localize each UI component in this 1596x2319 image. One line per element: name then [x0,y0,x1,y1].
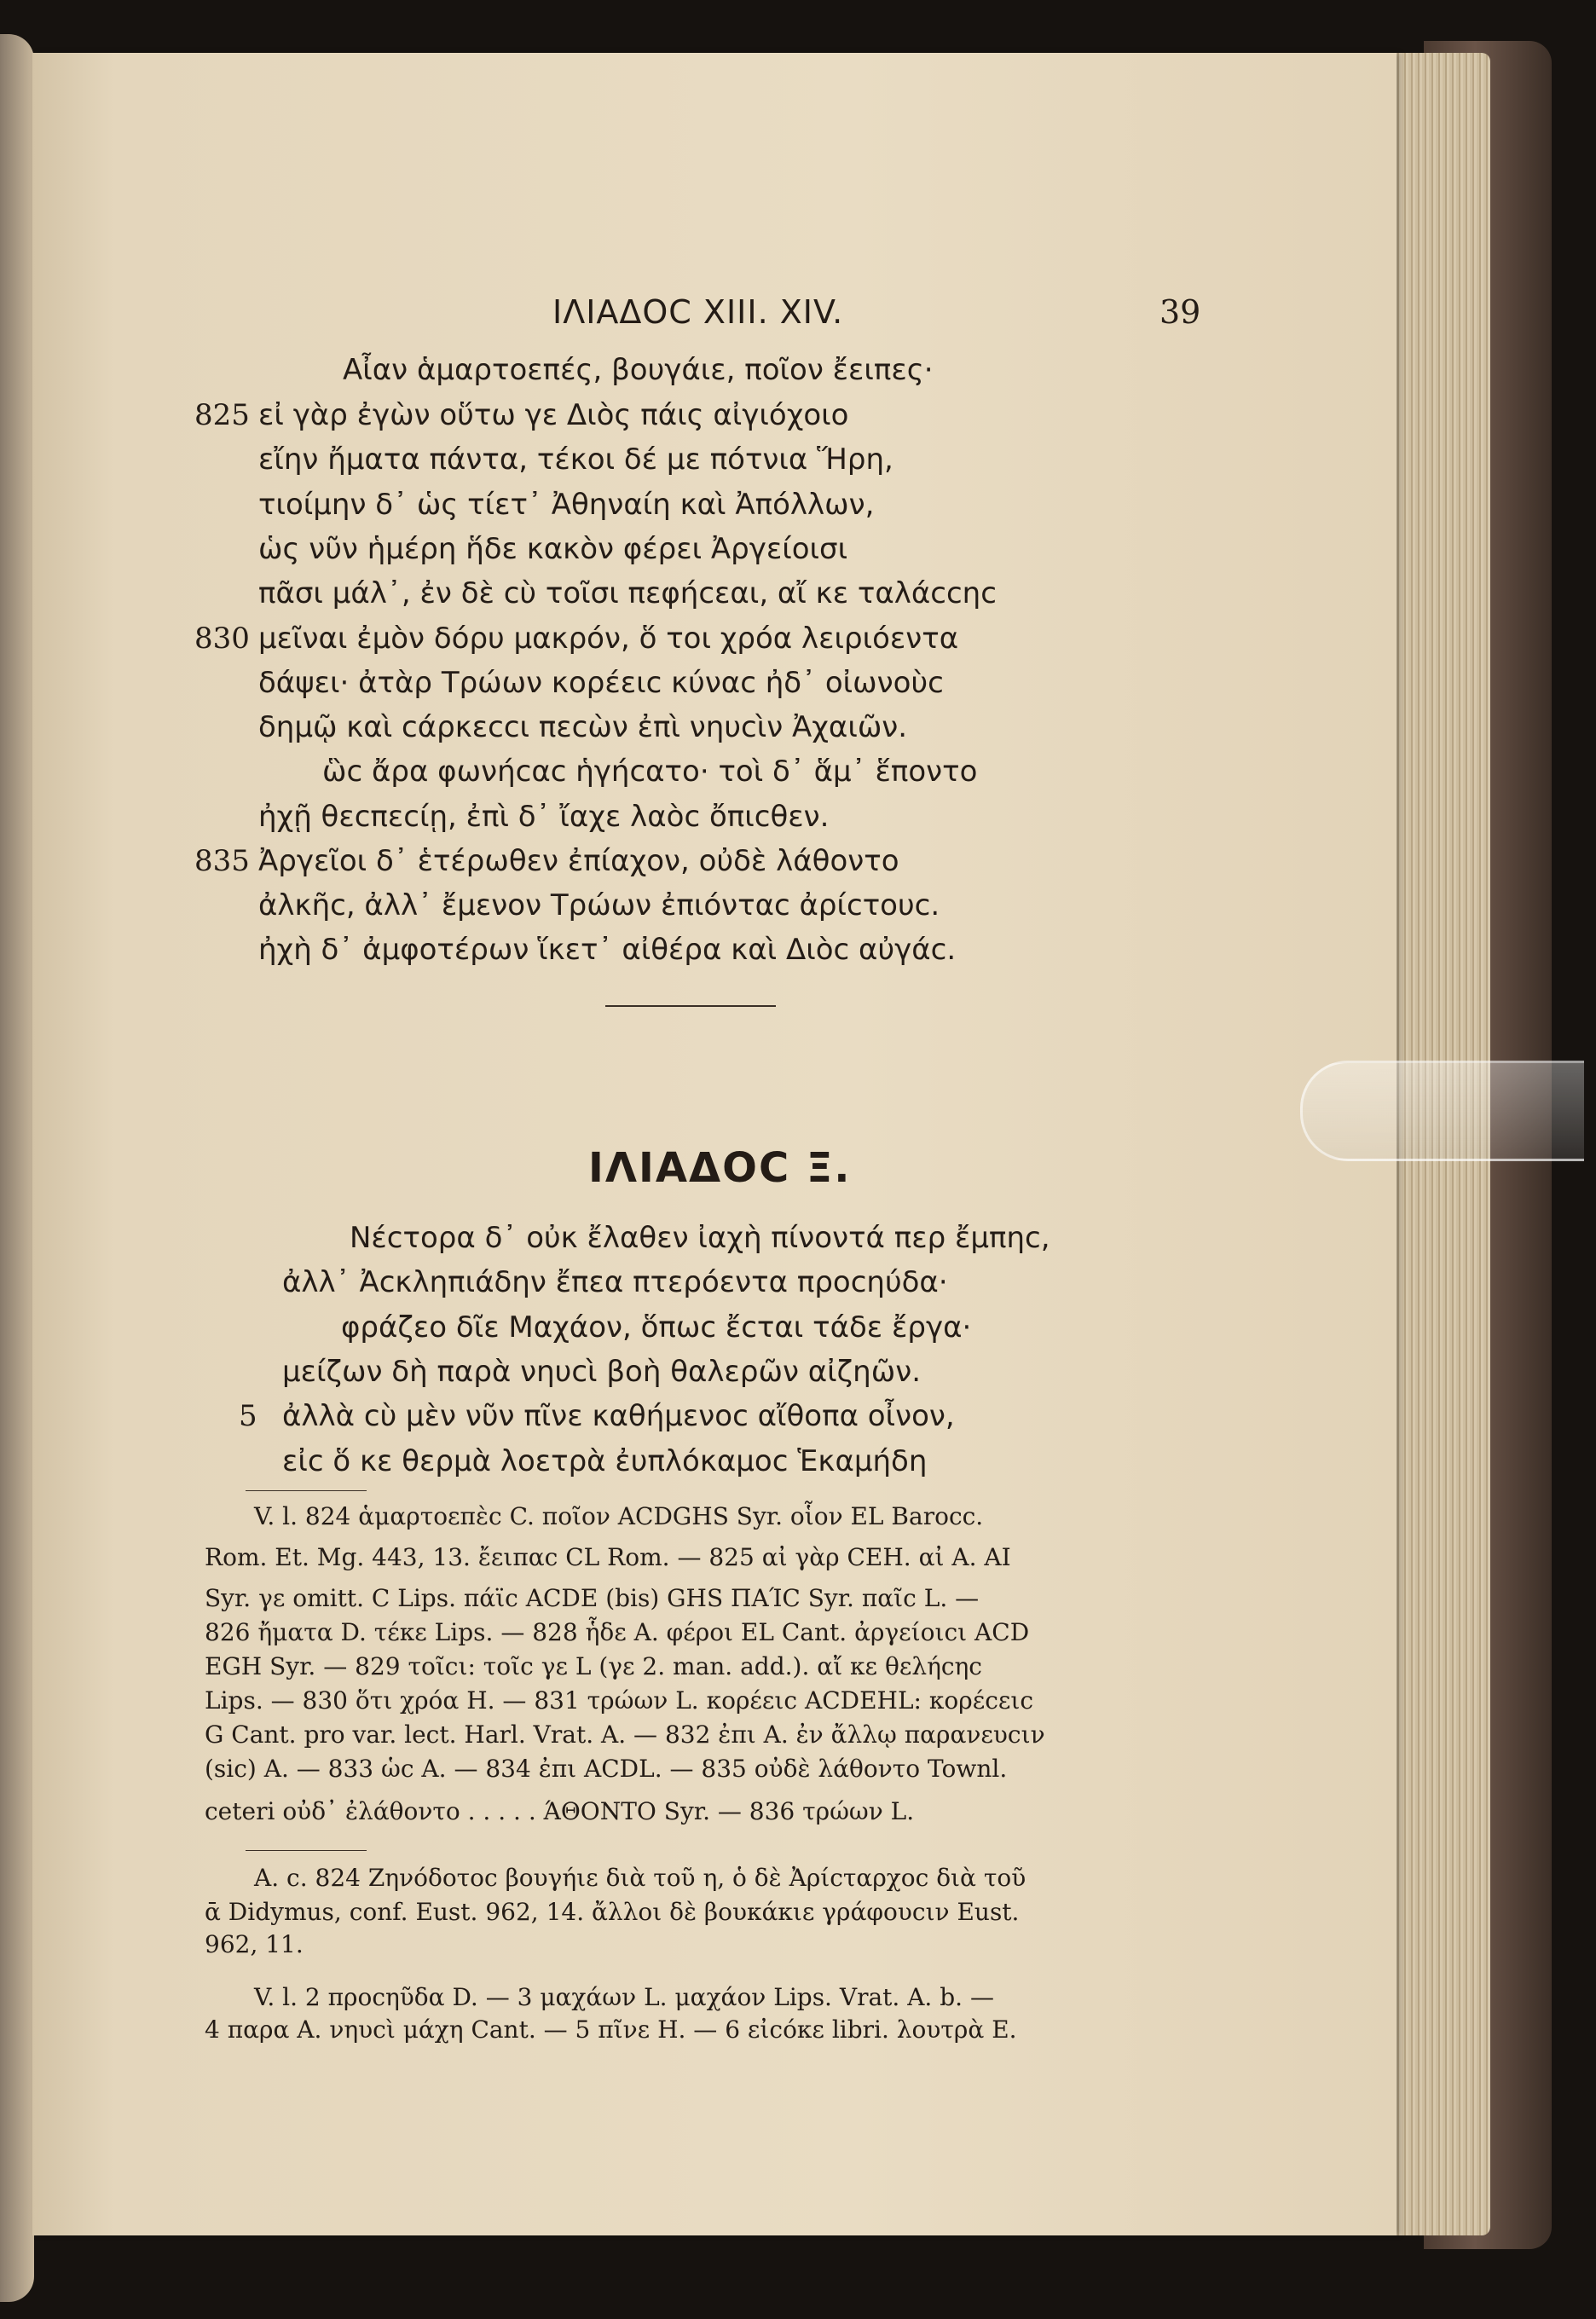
verse-line: ἀλλ᾽ Ἀcκληπιάδην ἔπεα πτερόεντα προcηύδα· [282,1265,948,1299]
section-divider [605,1005,776,1007]
apparatus-line: 962, 11. [205,1930,304,1958]
apparatus-line: A. c. 824 Ζηνόδοτοc βουγήιε διὰ τοῦ η, ὁ δὲ Ἀρίcταρχοc διὰ τοῦ [254,1864,1026,1892]
line-number: 830 [194,622,250,656]
verse-line: ὡς νῦν ἡμέρη ἥδε κακὸν φέρει Ἀργείοισι [258,532,848,566]
verse-line: εἴην ἤματα πάντα, τέκοι δέ με πότνια Ἥρη, [258,442,893,477]
apparatus-line: Lips. — 830 ὅτι χρόα H. — 831 τρώων L. κορέειc ACDEHL: κορέcειc [205,1686,1034,1715]
apparatus-line: V. l. 824 ἁμαρτοεπὲc C. ποῖον ACDGHS Syr. οἷον EL Barocc. [254,1502,984,1530]
apparatus-line: Rom. Et. Mg. 443, 13. ἔειπαc CL Rom. — 825 αἰ γὰρ CEH. αἰ A. AI [205,1543,1011,1571]
verse-line: ἠχῇ θεcπεcίῃ, ἐπὶ δ᾽ ἴαχε λαὸc ὄπιcθεν. [258,800,830,834]
line-number: 825 [194,398,250,432]
verse-line: Αἶαν ἁμαρτοεπές, βουγάιε, ποῖον ἔειπες· [343,353,934,387]
line-number: 835 [194,844,250,878]
verse-line: μεῖναι ἐμὸν δόρυ μακρόν, ὅ τοι χρόα λειριόεντα [258,622,959,656]
verse-line: ὣc ἄρα φωνήcαc ἡγήcατο· τοὶ δ᾽ ἅμ᾽ ἕποντο [322,755,978,789]
line-number: 5 [239,1399,257,1433]
verse-line: φράζεο δῖε Μαχάον, ὅπωc ἔcται τάδε ἔργα· [341,1310,972,1345]
apparatus-line: (sic) A. — 833 ὡc A. — 834 ἐπι ACDL. — 835 οὐδὲ λάθοντο Townl. [205,1755,1008,1783]
verse-line: πᾶσι μάλ᾽, ἐν δὲ cὺ τοῖσι πεφήcεαι, αἴ κε ταλάccηc [258,576,997,610]
apparatus-line: Syr. γε omitt. C Lips. πάϊc ACDE (bis) GHS ΠΑΊC Syr. παῖc L. — [205,1584,980,1612]
verse-line: τιοίμην δ᾽ ὡς τίετ᾽ Ἀθηναίη καὶ Ἀπόλλων, [258,488,875,522]
verse-line: ἀλκῆc, ἀλλ᾽ ἔμενον Τρώων ἐπιόνταc ἀρίcτουc. [258,888,940,922]
verse-line: δημῷ καὶ cάρκεccι πεcὼν ἐπὶ νηυcὶν Ἀχαιῶν. [258,710,908,744]
verse-line: Νέcτορα δ᾽ οὐκ ἔλαθεν ἰαχὴ πίνοντά περ ἔμπηc, [350,1221,1050,1255]
book-title: ΙΛΙΑΔΟC Ξ. [588,1144,852,1192]
apparatus-line: 826 ἤματα D. τέκε Lips. — 828 ἧδε A. φέροι EL Cant. ἀργείοιcι ACD [205,1618,1030,1646]
verse-line: μείζων δὴ παρὰ νηυcὶ βοὴ θαλερῶν αἰζηῶν. [282,1355,921,1389]
verse-line: ἀλλὰ cὺ μὲν νῦν πῖνε καθήμενοc αἴθοπα οἶνον, [282,1399,955,1433]
left-page-edge [0,34,34,2302]
running-title: ΙΛΙΑΔΟC XIII. XIV. [552,293,844,331]
page-number: 39 [1159,293,1201,331]
verse-line: δάψει· ἀτὰρ Τρώων κορέειc κύναc ἠδ᾽ οἰωνοὺc [258,666,944,700]
verse-line: Ἀργεῖοι δ᾽ ἑτέρωθεν ἐπίαχον, οὐδὲ λάθοντο [258,844,899,878]
verse-line: εἰ γὰρ ἐγὼν οὕτω γε Διὸς πάις αἰγιόχοιο [258,398,849,432]
book-page [32,53,1396,2235]
apparatus-line: V. l. 2 προcηῦδα D. — 3 μαχάων L. μαχάον Lips. Vrat. A. b. — [254,1983,994,2011]
verse-line: εἰc ὅ κε θερμὰ λοετρὰ ἐυπλόκαμοc Ἑκαμήδη [282,1444,928,1478]
clear-plastic-bookmark [1300,1061,1584,1161]
apparatus-line: EGH Syr. — 829 τοῖcι: τοῖc γε L (γε 2. man. add.). αἴ κε θελήcηc [205,1652,982,1680]
apparatus-line: ceteri οὐδ᾽ ἐλάθοντο . . . . . ΆΘΟΝΤΟ Syr. — 836 τρώων L. [205,1797,915,1825]
footnote-rule [246,1850,367,1851]
apparatus-line: ᾱ Didymus, conf. Eust. 962, 14. ἄλλοι δὲ βουκάκιε γράφουcιν Eust. [205,1898,1020,1926]
apparatus-line: G Cant. pro var. lect. Harl. Vrat. A. — 832 ἐπι A. ἐν ἄλλῳ παρανευcιν [205,1720,1045,1749]
apparatus-line: 4 παρα A. νηυcὶ μάχη Cant. — 5 πῖνε H. — 6 εἰcόκε libri. λουτρὰ E. [205,2015,1017,2044]
footnote-rule [246,1490,367,1491]
verse-line: ἠχὴ δ᾽ ἀμφοτέρων ἵκετ᾽ αἰθέρα καὶ Διὸc αὐγάc. [258,933,957,967]
